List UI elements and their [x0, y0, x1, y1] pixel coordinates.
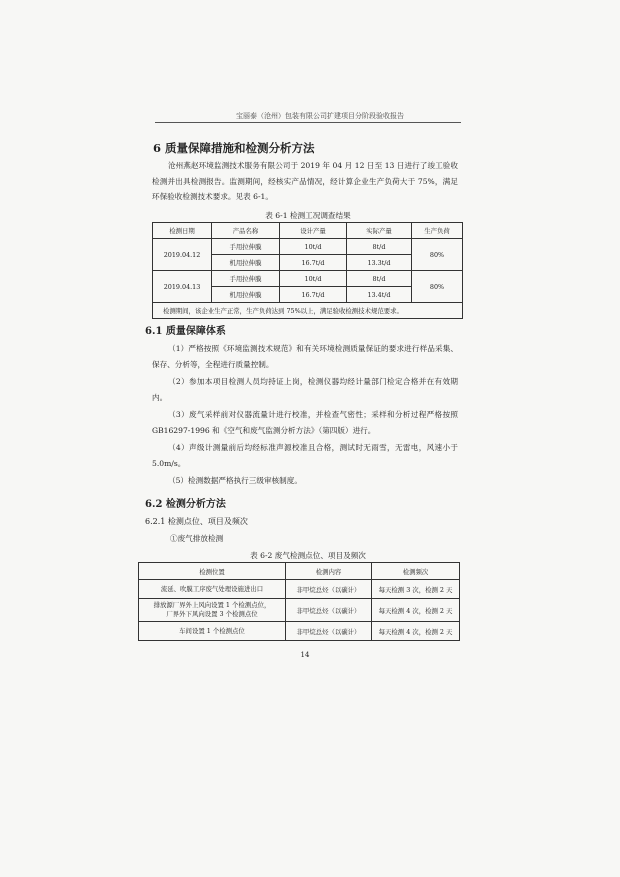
cell-date: 2019.04.13 — [153, 271, 212, 303]
cell-location-line: 厂界外下风向设置 3 个检测点位 — [166, 610, 258, 618]
section-6-title: 6 质量保障措施和检测分析方法 — [153, 141, 315, 155]
cell-product: 机用拉伸膜 — [212, 255, 280, 271]
col-header-actual: 实际产量 — [347, 223, 412, 239]
section-6-2-title: 6.2 检测分析方法 — [145, 499, 226, 510]
col-header-design: 设计产量 — [280, 223, 347, 239]
quality-item-1: （1）严格按照《环境监测技术规范》和有关环境检测质量保证的要求进行样品采集、保存、分析等，全程进行质量控制。 — [152, 344, 458, 369]
table-6-1 — [152, 222, 463, 319]
cell-location — [139, 622, 286, 641]
table-row — [153, 271, 463, 287]
section-6-1-title: 6.1 质量保障体系 — [145, 326, 226, 337]
table-note-row — [153, 303, 463, 319]
col-header-load: 生产负荷 — [412, 223, 463, 239]
cell-design: 16.7t/d — [280, 255, 347, 271]
col-header-frequency: 检测频次 — [372, 563, 460, 580]
table-6-1-caption: 表 6-1 检测工况调查结果 — [265, 211, 351, 220]
quality-item-4: （4）声级计测量前后均经标准声源校准且合格，测试时无雨雪，无雷电，风速小于 5.0m/s。 — [152, 443, 458, 468]
cell-load: 80% — [412, 271, 463, 303]
cell-actual: 13.3t/d — [347, 255, 412, 271]
cell-frequency: 每天检测 3 次，检测 2 天 — [372, 580, 460, 599]
cell-date: 2019.04.12 — [153, 239, 212, 271]
section-6-intro: 沧州燕赵环境监测技术服务有限公司于 2019 年 04 月 12 日至 13 日进行了竣工验收检测并出具检测报告。监测期间，经核实产品情况，经计算企业生产负荷大于 75%，满足环保验收检测技术要求。见表 6-1。 — [152, 161, 458, 201]
header-divider — [155, 122, 461, 123]
table-row — [153, 239, 463, 255]
cell-location — [139, 580, 286, 599]
cell-product: 手用拉伸膜 — [212, 239, 280, 255]
col-header-content: 检测内容 — [286, 563, 372, 580]
cell-load: 80% — [412, 239, 463, 271]
quality-item-5: （5）检测数据严格执行三级审核制度。 — [168, 476, 302, 485]
table-header-row — [153, 223, 463, 239]
running-header: 宝丽泰（沧州）包装有限公司扩建项目分阶段验收报告 — [236, 112, 404, 120]
table-row — [139, 622, 460, 641]
table-row — [139, 599, 460, 622]
cell-product: 机用拉伸膜 — [212, 287, 280, 303]
table-6-2-caption: 表 6-2 废气检测点位、项目及频次 — [250, 551, 366, 560]
exhaust-label: ①废气排放检测 — [170, 534, 224, 543]
cell-content: 非甲烷总烃（以碳计） — [286, 622, 372, 641]
col-header-location: 检测位置 — [139, 563, 286, 580]
cell-location — [139, 599, 286, 622]
table-note: 检测期间，该企业生产正常，生产负荷达到 75%以上，满足验收检测技术规范要求。 — [153, 303, 463, 319]
section-6-2-1-title: 6.2.1 检测点位、项目及频次 — [145, 517, 248, 526]
cell-design: 16.7t/d — [280, 287, 347, 303]
table-header-row — [139, 563, 460, 580]
cell-design: 10t/d — [280, 239, 347, 255]
page-number: 14 — [300, 651, 310, 659]
cell-actual: 13.4t/d — [347, 287, 412, 303]
cell-design: 10t/d — [280, 271, 347, 287]
cell-location-line: 排放源厂界外上风向设置 1 个检测点位， — [153, 601, 271, 609]
cell-location-line: 车间设置 1 个检测点位 — [179, 626, 245, 635]
table-row — [139, 580, 460, 599]
col-header-product: 产品名称 — [212, 223, 280, 239]
col-header-date: 检测日期 — [153, 223, 212, 239]
quality-item-2: （2）参加本项目检测人员均持证上岗，检测仪器均经计量部门检定合格并在有效期内。 — [152, 377, 458, 402]
quality-item-3: （3）废气采样前对仪器流量计进行校准，并检查气密性；采样和分析过程严格按照 GB16297-1996 和《空气和废气监测分析方法》（第四版）进行。 — [152, 410, 458, 435]
table-6-2 — [138, 562, 460, 641]
cell-frequency: 每天检测 4 次，检测 2 天 — [372, 622, 460, 641]
cell-actual: 8t/d — [347, 271, 412, 287]
cell-frequency: 每天检测 4 次，检测 2 天 — [372, 599, 460, 622]
cell-location-line: 流延、吹膜工序废气处理设施进出口 — [160, 584, 264, 593]
cell-actual: 8t/d — [347, 239, 412, 255]
cell-product: 手用拉伸膜 — [212, 271, 280, 287]
cell-content: 非甲烷总烃（以碳计） — [286, 580, 372, 599]
cell-content: 非甲烷总烃（以碳计） — [286, 599, 372, 622]
